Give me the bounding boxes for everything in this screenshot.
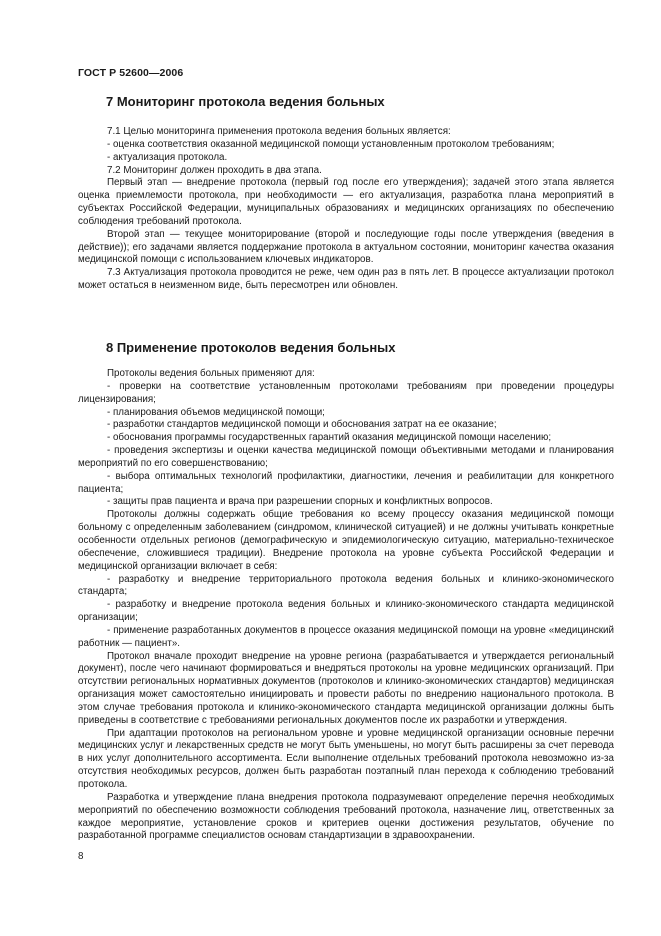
paragraph: 7.3 Актуализация протокола проводится не реже, чем один раз в пять лет. В процессе актуализации протокол может остаться в неизменном виде, быть пересмотрен или обновлен. [78,267,614,292]
list-item: - разработку и внедрение протокола ведения больных и клинико-экономического стандарта медицинской организации; [78,599,614,624]
section-7-body [78,126,614,293]
list-item: - актуализация протокола. [107,151,228,163]
paragraph: 7.2 Мониторинг должен проходить в два этапа. [107,164,322,176]
list-item: - проверки на соответствие установленным протоколами требованиям при проведении процедуры лицензирования; [78,380,614,405]
document-header: ГОСТ Р 52600—2006 [78,67,184,79]
section-7-title: 7 Мониторинг протокола ведения больных [106,94,385,109]
list-item: - выбора оптимальных технологий профилактики, диагностики, лечения и реабилитации для конкретного пациента; [78,470,614,495]
list-item: - оценка соответствия оказанной медицинской помощи установленным протоколом требованиям; [107,138,555,150]
paragraph: 7.1 Целью мониторинга применения протокола ведения больных является: [107,126,451,137]
paragraph: Первый этап — внедрение протокола (первый год после его утверждения); задачей этого этапа является оценка приемлемости протокола, при необходимости — его актуализация, разработка плана мероприятий в субъектах Российской Федерации, муниципальных образованиях и медицинских организациях по обеспечению соблюдения требований протокола. [78,177,614,227]
list-item: - планирования объемов медицинской помощи; [107,406,325,418]
paragraph: Второй этап — текущее мониторирование (второй и последующие годы после утверждения (введения в действие)); его задачами является поддержание протокола в актуальном состоянии, мониторинг качества оказания медицинской помощи с использованием ключевых индикаторов. [78,228,614,266]
list-item: - защиты прав пациента и врача при разрешении спорных и конфликтных вопросов. [107,496,493,508]
section-8-title: 8 Применение протоколов ведения больных [106,340,396,355]
list-item: - применение разработанных документов в процессе оказания медицинской помощи на уровне «медицинский работник — пациент». [78,624,614,649]
list-item: - разработку и внедрение территориального протокола ведения больных и клинико-экономического стандарта; [78,573,614,598]
paragraph: Протоколы должны содержать общие требования ко всему процессу оказания медицинской помощи больному с определенным заболеванием (синдромом, клинической ситуацией) и не должны учитывать конкретные особенности отдельных регионов (демографическую и эпидемиологическую ситуацию, материально-техническое обеспечение, сложившиеся традиции). Внедрение протокола на уровне субъекта Российской Федерации и медицинской организации включает в себя: [78,509,614,572]
list-item: - проведения экспертизы и оценки качества медицинской помощи объективными методами и планирования мероприятий по его совершенствованию; [78,445,614,469]
list-item: - разработки стандартов медицинской помощи и обоснования затрат на ее оказание; [107,419,497,431]
section-8-body [78,368,614,843]
paragraph: Протоколы ведения больных применяют для: [107,368,315,379]
list-item: - обоснования программы государственных гарантий оказания медицинской помощи населению; [107,432,552,444]
paragraph: Протокол вначале проходит внедрение на уровне региона (разрабатывается и утверждается региональный документ), после чего начинают формироваться и внедряться протоколы на уровне медицинских организаций. При отсутствии региональных нормативных документов (протоколов и клинико-экономических стандартов) медицинская организация может самостоятельно инициировать и провести работы по внедрению национального протокола. В этом случае требования протокола и клинико-экономического стандарта медицинской организации должны быть приведены в соответствие с требованиями региональных документов после их разработки и утверждения. [78,650,614,726]
paragraph: Разработка и утверждение плана внедрения протокола подразумевают определение перечня необходимых мероприятий по обеспечению возможности соблюдения требований протокола, назначение лиц, ответственных за каждое мероприятие, установление сроков и критериев оценки достижения результатов, обучение по разработанной программе специалистов основам стандартизации в здравоохранении. [78,791,614,842]
page-number: 8 [78,851,84,862]
paragraph: При адаптации протоколов на региональном уровне и уровне медицинской организации основные перечни медицинских услуг и лекарственных средств не могут быть уменьшены, но могут быть расширены за счет перевода в них услуг дополнительного ассортимента. Если выполнение отдельных требований протокола невозможно из-за отсутствия необходимых ресурсов, должен быть разработан поэтапный план перехода к соблюдению требований протокола. [78,727,614,790]
